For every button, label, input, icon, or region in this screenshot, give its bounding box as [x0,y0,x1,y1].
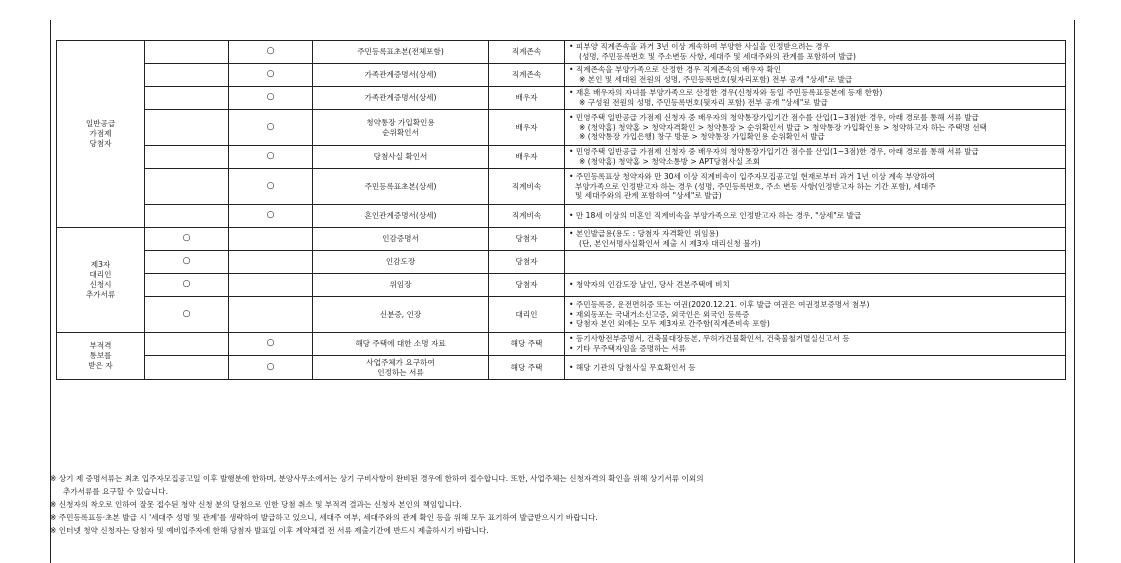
document-name-line: 가족관계증명서(상세) [364,70,437,80]
table-row [57,297,1066,333]
document-description [565,41,1066,64]
target-person: 배우자 [489,87,565,110]
required-mark-col1 [145,110,229,146]
required-mark-col1 [145,333,229,356]
row-group-label [57,228,145,333]
required-mark-col2: ○ [229,333,313,356]
row-group-label-line: 추가서류 [85,289,116,299]
description-line: • 만 18세 이상의 미혼인 직계비속을 부양가족으로 인정받고자 하는 경우, "상세"로 발급 [569,211,862,221]
document-description [565,274,1066,297]
document-name [313,169,489,205]
document-description [565,356,1066,380]
row-group-label-line: 가점제 [89,129,112,139]
note-4: ※ 인터넷 청약 신청자는 당첨자 및 예비입주자에 한해 당첨자 발표일 이후 계약체결 전 서류 제출기간에 반드시 제출하시기 바랍니다. [50,526,489,535]
document-name-line: 가족관계증명서(상세) [364,93,437,103]
target-person: 직계비속 [489,205,565,228]
document-name-line: 주민등록표초본(상세) [364,181,437,191]
document-name-line: 당첨사실 확인서 [373,152,428,162]
document-name-line: 해당 주택에 대한 소명 자료 [355,339,446,349]
document-description [565,87,1066,110]
description-line: • 주민등록증, 운전면허증 또는 여권(2020.12.21. 이후 발급 여권은 여권정보증명서 첨부) [569,299,870,309]
document-name-line: 위임장 [389,280,412,290]
required-mark-col2: ○ [229,356,313,380]
document-description [565,333,1066,356]
table-row [57,205,1066,228]
note-1-cont: 추가서류를 요구할 수 있습니다. [63,487,169,496]
row-group-label-line: 부적격 [89,341,112,351]
target-person: 배우자 [489,146,565,169]
note-2: ※ 신청자의 착오로 인하여 잘못 접수된 청약 신청 분의 당첨으로 인한 당첨 취소 및 부적격 결과는 신청자 본인의 책임입니다. [50,500,462,509]
description-line: • 민영주택 일반공급 가점제 신청자 중 배우자의 청약통장가입기간 점수를 산입(1~3점)한 경우, 아래 경로를 통해 서류 발급 [569,112,979,122]
document-description [565,297,1066,333]
document-description [565,205,1066,228]
target-person: 배우자 [489,110,565,146]
document-name-line: 순위확인서 [382,127,419,137]
document-name-line: 주민등록표초본(전체포함) [357,47,444,57]
required-mark-col2: ○ [229,205,313,228]
document-name-line: 신분증, 인장 [379,309,422,319]
document-description [565,64,1066,87]
required-mark-col2: ○ [229,169,313,205]
document-name [313,146,489,169]
table-row [57,146,1066,169]
documents-table-body [57,41,1066,380]
document-description [565,110,1066,146]
table-row [57,87,1066,110]
document-name [313,64,489,87]
required-mark-col2: ○ [229,64,313,87]
document-name [313,110,489,146]
required-mark-col1 [145,169,229,205]
required-mark-col1 [145,356,229,380]
required-mark-col2: ○ [229,87,313,110]
table-row [57,333,1066,356]
required-mark-col2 [229,297,313,333]
table-row [57,228,1066,251]
target-person: 해당 주택 [489,333,565,356]
document-name-line: 인감도장 [385,257,416,267]
documents-table [56,40,1066,380]
document-name-line: 청약통장 가입확인용 [366,117,435,127]
table-row [57,356,1066,380]
target-person: 직계존속 [489,64,565,87]
description-line: • 본인발급용(용도 : 당첨자 자격확인 위임용) [569,229,719,239]
target-person: 직계비속 [489,169,565,205]
required-mark-col2 [229,274,313,297]
description-line: ※ 본인 및 세대원 전원의 성명, 주민등록번호(뒷자리포함) 전부 공개 "상세"로 발급 [579,75,853,84]
document-name-line: 인감증명서 [382,234,419,244]
required-mark-col1: ○ [145,297,229,333]
document-name [313,41,489,64]
required-mark-col2 [229,228,313,251]
description-line: ※ (청약홈) 청약홈 > 청약소통방 > APT당첨사실 조회 [579,157,761,166]
description-line: • 재혼 배우자의 자녀를 부양가족으로 산정한 경우(신청자와 동일 주민등록표등본에 등재 한함) [569,88,883,98]
target-person: 당첨자 [489,251,565,274]
document-description [565,251,1066,274]
required-mark-col1 [145,87,229,110]
document-description [565,228,1066,251]
required-mark-col1 [145,41,229,64]
description-line: 부양가족으로 인정받고자 하는 경우 (성명, 주민등록번호, 주소 변동 사항(인정받고자 하는 기간 포함), 세대주 [575,181,936,191]
description-line: • 해당 기관의 당첨사실 무효확인서 등 [569,362,696,372]
row-group-label-line: 통보를 [89,351,112,361]
required-mark-col1 [145,205,229,228]
document-name [313,205,489,228]
required-mark-col1 [145,146,229,169]
required-mark-col2: ○ [229,146,313,169]
description-line: • 재외동포는 국내거소신고증, 외국인은 외국인 등록증 [569,309,750,319]
document-name-line: 인정하는 서류 [377,367,424,377]
description-line: • 피부양 직계존속을 과거 3년 이상 계속하여 부양한 사실을 인정받으려는 경우 [569,42,830,52]
document-name [313,274,489,297]
required-mark-col1: ○ [145,274,229,297]
target-person: 당첨자 [489,228,565,251]
description-line: • 직계존속을 부양가족으로 산정한 경우 직계존속의 배우자 확인 [569,65,782,75]
document-name-line: 혼인관계증명서(상세) [364,211,437,221]
table-row [57,110,1066,146]
required-mark-col1 [145,64,229,87]
required-mark-col2 [229,251,313,274]
description-line: • 당첨자 본인 외에는 모두 제3자로 간주함(직계존비속 포함) [569,319,770,329]
document-name [313,251,489,274]
note-3: ※ 주민등록표등·초본 발급 시 '세대주 성명 및 관계'를 생략하여 발급하고 있으니, 세대주 여부, 세대주와의 관계 확인 등을 위해 모두 표기하여 발급받으시기 바랍니다. [50,513,598,522]
target-person: 대리인 [489,297,565,333]
row-group-label-line: 신청시 [89,280,112,289]
notes-section [50,472,1070,537]
row-group-label [57,333,145,380]
required-mark-col1: ○ [145,251,229,274]
table-row [57,41,1066,64]
table-row [57,274,1066,297]
document-description [565,146,1066,169]
document-name-line: 사업주체가 요구하여 [366,357,435,367]
required-mark-col2: ○ [229,41,313,64]
document-name [313,87,489,110]
row-group-label-line: 제3자 [90,260,111,270]
required-mark-col2: ○ [229,110,313,146]
note-1: ※ 상기 제 증명서류는 최초 입주자모집공고일 이후 발행분에 한하며, 분양사무소에서는 상기 구비사항이 완비된 경우에 한하여 접수합니다. 또한, 사업주체는 신청자격의 확인을 위해 상기서류 이외의 [50,474,704,483]
document-name [313,297,489,333]
row-group-label-line: 받은 자 [88,360,113,370]
table-row [57,251,1066,274]
description-line: • 기타 무주택자임을 증명하는 서류 [569,344,686,353]
description-line: (단, 본인서명사실확인서 제출 시 제3자 대리신청 불가) [579,239,761,248]
description-line: ※ 구성원 전원의 성명, 주민등록번호(뒷자리 포함) 전부 공개 "상세"로 발급 [579,98,828,107]
document-name [313,228,489,251]
table-row [57,64,1066,87]
required-mark-col1: ○ [145,228,229,251]
document-description [565,169,1066,205]
description-line: • 등기사항전부증명서, 건축물대장등본, 무허가건물확인서, 건축물철거멸실신고서 등 [569,334,850,344]
document-name [313,356,489,380]
description-line: • 청약자의 인감도장 날인, 당사 견본주택에 비치 [569,280,730,290]
description-line: • 민영주택 일반공급 가점제 신청자 중 배우자의 청약통장가입기간 점수를 산입(1~3점)한 경우, 아래 경로를 통해 서류 발급 [569,147,979,157]
row-group-label-line: 대리인 [89,270,112,280]
document-name [313,333,489,356]
table-row [57,169,1066,205]
description-line: (성명, 주민등록번호 및 주소변동 사항, 세대주 및 세대주와의 관계를 포함하여 발급) [579,52,856,61]
description-line: ※ (청약통장 가입은행) 창구 방문 > 청약통장 가입확인용 순위확인서 발급 [579,132,825,142]
row-group-label [57,41,145,228]
target-person: 해당 주택 [489,356,565,380]
description-line: ※ (청약홈) 청약홈 > 청약자격확인 > 청약통장 > 순위확인서 발급 > 청약통장 가입확인용 > 청약하고자 하는 주택명 선택 [579,122,987,132]
row-group-label-line: 당첨자 [89,138,112,148]
row-group-label-line: 일반공급 [85,119,116,129]
target-person: 직계존속 [489,41,565,64]
description-line: 및 세대주와의 관계 포함하여 "상세"로 발급) [575,191,722,201]
target-person: 당첨자 [489,274,565,297]
description-line: • 주민등록표상 청약자와 만 30세 이상 직계비속이 입주자모집공고일 현재로부터 과거 1년 이상 계속 부양하여 [569,171,935,181]
